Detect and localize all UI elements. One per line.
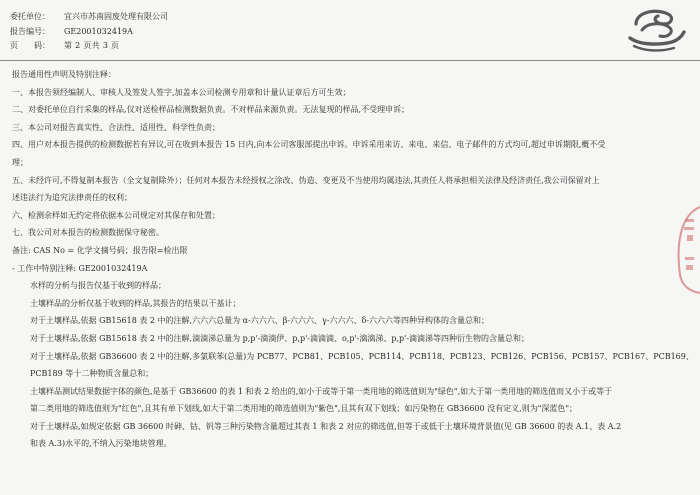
- note-line: 七、我公司对本报告的检测数据保守秘密。: [12, 228, 164, 238]
- special-note-line: 对于土壤样品,依据 GB15618 表 2 中的注解,滴滴涕总量为 p,p'-滴滴伊、p,p'-滴滴滴、o,p'-滴滴涕、p,p'-滴滴涕等四种衍生物的含量总和；: [30, 333, 530, 343]
- report-notes: [12, 66, 696, 453]
- note-line: 五、未经许可,不得复制本报告（全文复制除外）；任何对本报告未经授权之涂改、伪造、变更及不当使用均属违法,其责任人将承担相关法律及经济责任,我公司保留对上: [12, 175, 600, 185]
- notes-heading: 报告通用性声明及特别注释：: [12, 70, 116, 79]
- special-note-line: 对于土壤样品,如规定依据 GB 36600 时砷、钴、钒等三种污染物含量超过其表 1 和表 2 对应的筛选值,但等于或低于土壤环境背景值(见 GB 36600 的表 A.1、表 A.2: [30, 421, 622, 431]
- page-label: 页 码：: [10, 41, 50, 50]
- special-note-title: - 工作中特别注释: GE2001032419A: [12, 263, 148, 273]
- page-number-row: [10, 39, 610, 54]
- note-line: 三、本公司对报告真实性、合法性、适用性、科学性负责；: [12, 122, 220, 132]
- report-no-label: 报告编号：: [10, 26, 50, 36]
- seal-stamp-icon: [674, 205, 700, 295]
- special-note-line: 对于土壤样品,依据 GB15618 表 2 中的注解,六六六总量为 α-六六六、β-六六六、γ-六六六、δ-六六六等四种异构体的含量总和；: [30, 316, 490, 326]
- note-line: 六、检测余样如无约定将依据本公司规定对其保存和处置；: [12, 210, 220, 220]
- special-note-line: 第二类用地的筛选值则为"红色",且其有单下划线,如大于第二类用地的筛选值则为"紫色",且其有双下划线；如污染物在 GB36600 没有定义,则为"深蓝色"；: [30, 404, 578, 414]
- note-line: 二、对委托单位自行采集的样品,仅对送检样品检测数据负责。不对样品来源负责。无法复现的样品,不受理申诉；: [12, 105, 410, 115]
- report-header: [10, 10, 610, 54]
- note-line: 述违法行为追究法律责任的权利；: [12, 193, 132, 203]
- client-label: 委托单位：: [10, 12, 50, 21]
- header-divider: [0, 60, 700, 61]
- special-note-line: PCB189 等十二种物质含量总和；: [30, 369, 154, 379]
- report-no-row: [10, 25, 610, 40]
- special-note-line: 对于土壤样品,依据 GB36600 表 2 中的注解,多氯联苯(总量)为 PCB77、PCB81、PCB105、PCB114、PCB118、PCB123、PCB126、PCB156、PCB157、PCB167、PCB169、: [30, 351, 694, 361]
- page-value: 第 2 页共 3 页: [64, 41, 120, 50]
- remark-line: 备注: CAS No = 化学文摘号码；报告限=检出限: [12, 245, 188, 255]
- special-note-line: 土壤样品测试结果数据字体的颜色,是基于 GB36600 的表 1 和表 2 给出的,如小于或等于第一类用地的筛选值则为"绿色",如大于第一类用地的筛选值而又小于或等于: [30, 386, 613, 396]
- note-line: 四、用户对本报告提供的检测数据若有异议,可在收到本报告 15 日内,向本公司客服部提出申诉。申诉采用来访、来电、来信、电子邮件的方式均可,超过申诉期限,概不受: [12, 140, 606, 150]
- report-no-value: GE2001032419A: [64, 26, 133, 36]
- note-line: 一、本报告须经编制人、审核人及签发人签字,加盖本公司检测专用章和计量认证章后方可生效；: [12, 87, 351, 97]
- company-logo-icon: [622, 4, 688, 56]
- special-note-line: 水样的分析与报告仅基于收到的样品；: [30, 281, 166, 291]
- special-note-line: 和表 A.3)水平的,不纳入污染地块管理。: [30, 439, 172, 449]
- note-line: 理；: [12, 157, 28, 167]
- client-value: 宜兴市苏南固废处理有限公司: [64, 12, 168, 21]
- special-note-line: 土壤样品的分析仅基于收到的样品,其报告的结果以干基计；: [30, 298, 241, 308]
- client-row: [10, 10, 610, 25]
